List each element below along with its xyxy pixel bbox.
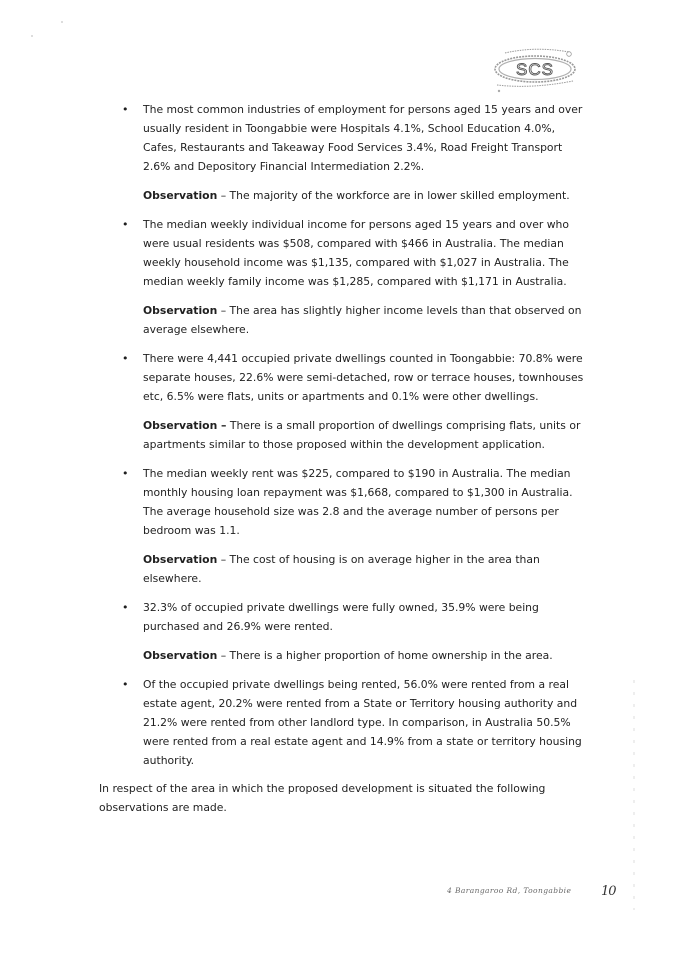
list-item [100, 349, 584, 406]
bullet-text: The most common industries of employment for persons aged 15 years and over usually resident in Toongabbie were Hospitals 4.1%, School Education 4.0%, Cafes, Restaurants and Takeaway Food Services 3.4%, Road Freight Transport 2.6% and Depository Financial Intermediation 2.2%. [143, 103, 583, 173]
scs-logo [487, 44, 583, 96]
observation-label: Observation [143, 304, 218, 317]
scan-speck-marks [30, 18, 70, 42]
observation-text: – There is a higher proportion of home ownership in the area. [217, 649, 553, 662]
bullet-text: The median weekly rent was $225, compared to $190 in Australia. The median monthly housing loan repayment was $1,668, compared to $1,300 in Australia. The average household size was 2.8 and the average number of persons per bedroom was 1.1. [143, 467, 573, 537]
list-item [100, 598, 584, 636]
observation-text: – The area has slightly higher income levels than that observed on average elsewhere. [143, 304, 582, 336]
logo-text: SCS [516, 60, 554, 79]
bullet-icon: • [122, 678, 129, 691]
observation-label: Observation [143, 553, 218, 566]
observation-paragraph [100, 416, 584, 454]
scan-edge-marks [632, 680, 636, 910]
page-number: 10 [601, 884, 616, 899]
observation-label: Observation [143, 649, 218, 662]
observation-text: There is a small proportion of dwellings comprising flats, units or apartments similar to those proposed within the development application. [143, 419, 581, 451]
list-item [100, 100, 584, 176]
list-item [100, 464, 584, 540]
bullet-icon: • [122, 103, 129, 116]
bullet-text: The median weekly individual income for persons aged 15 years and over who were usual residents was $508, compared with $466 in Australia. The median weekly household income was $1,135, compared with $1,027 in Australia. The median weekly family income was $1,285, compared with $1,171 in Australia. [143, 218, 570, 288]
bullet-icon: • [122, 352, 129, 365]
closing-paragraph: In respect of the area in which the proposed development is situated the following observations are made. [99, 782, 546, 814]
observation-label: Observation [143, 189, 218, 202]
document-body [100, 100, 584, 817]
bullet-icon: • [122, 218, 129, 231]
bullet-icon: • [122, 601, 129, 614]
observation-paragraph [100, 550, 584, 588]
observation-text: – The majority of the workforce are in lower skilled employment. [217, 189, 570, 202]
bullet-text: 32.3% of occupied private dwellings were fully owned, 35.9% were being purchased and 26.9% were rented. [143, 601, 539, 633]
observation-paragraph [100, 301, 584, 339]
observation-paragraph [100, 646, 584, 665]
observation-paragraph [100, 186, 584, 205]
list-item [100, 215, 584, 291]
bullet-text: There were 4,441 occupied private dwellings counted in Toongabbie: 70.8% were separate houses, 22.6% were semi-detached, row or terrace houses, townhouses etc, 6.5% were flats, units or apartments and 0.1% were other dwellings. [143, 352, 584, 403]
observation-text: – The cost of housing is on average higher in the area than elsewhere. [143, 553, 540, 585]
bullet-icon: • [122, 467, 129, 480]
observation-label: Observation – [143, 419, 227, 432]
list-item [100, 675, 584, 770]
bullet-text: Of the occupied private dwellings being rented, 56.0% were rented from a real estate agent, 20.2% were rented from a State or Territory housing authority and 21.2% were rented from other landlord type. In comparison, in Australia 50.5% were rented from a real estate agent and 14.9% from a state or territory housing authority. [143, 678, 582, 767]
footer-address: 4 Barangaroo Rd, Toongabbie [447, 886, 572, 895]
